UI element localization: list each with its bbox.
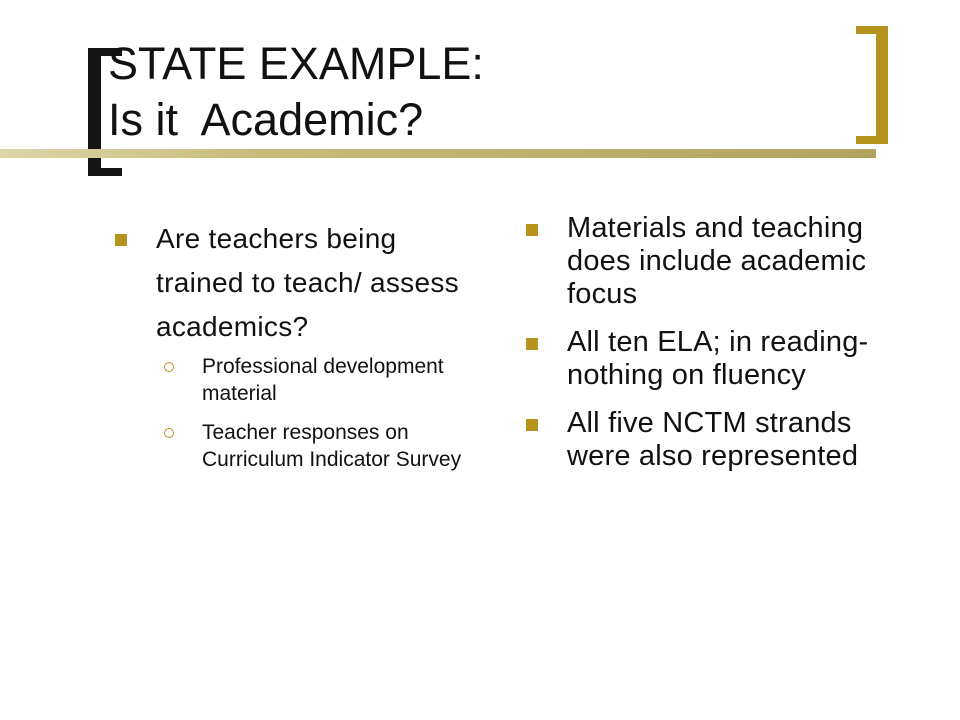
right-column xyxy=(522,212,902,488)
title-line-2: Is it Academic? xyxy=(108,94,424,145)
right-bracket-decoration xyxy=(876,26,888,144)
bullet-item xyxy=(522,212,902,311)
title-underline-rule xyxy=(0,149,876,158)
bullet-item xyxy=(522,326,902,392)
right-bracket-top-decoration xyxy=(856,26,888,34)
bullet-text: All ten ELA; in reading-nothing on fluency xyxy=(567,326,869,391)
bullet-item xyxy=(112,217,492,349)
bullet-item xyxy=(522,407,902,473)
bullet-text: All five NCTM strands were also represented xyxy=(567,407,859,472)
square-bullet-icon xyxy=(115,234,127,246)
square-bullet-icon xyxy=(526,224,538,236)
left-bracket-bottom-decoration xyxy=(88,168,122,176)
square-bullet-icon xyxy=(526,338,538,350)
right-bracket-bottom-decoration xyxy=(856,136,888,144)
bullet-text: Are teachers being trained to teach/ assess academics? xyxy=(156,223,459,342)
sub-bullet-text: Professional development material xyxy=(202,355,444,405)
sub-bullet-text: Teacher responses on Curriculum Indicator Survey xyxy=(202,421,462,471)
sub-bullet-item xyxy=(112,353,492,407)
square-bullet-icon xyxy=(526,419,538,431)
slide-title xyxy=(108,36,848,148)
bullet-text: Materials and teaching does include academic focus xyxy=(567,212,867,310)
circle-bullet-icon xyxy=(164,362,174,372)
sub-bullet-item xyxy=(112,419,492,473)
title-line-1: STATE EXAMPLE: xyxy=(108,38,484,89)
circle-bullet-icon xyxy=(164,428,174,438)
left-column xyxy=(112,217,492,473)
